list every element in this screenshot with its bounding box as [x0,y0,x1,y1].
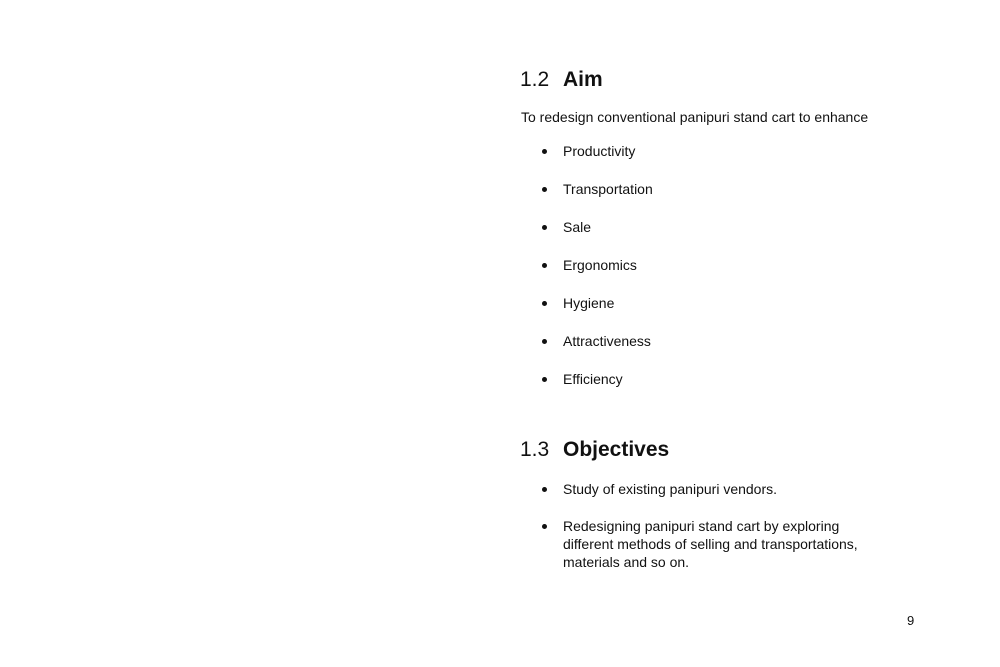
list-item: Sale [542,218,653,256]
aim-section-number: 1.2 [520,68,550,91]
objectives-heading [520,437,669,463]
aim-intro-text: To redesign conventional panipuri stand cart to enhance [521,109,869,125]
list-item: Productivity [542,142,653,180]
page-number: 9 [907,613,915,628]
aim-heading [520,67,603,93]
aim-list [542,142,653,408]
list-item: Ergonomics [542,256,653,294]
list-item: Study of existing panipuri vendors. [542,480,893,498]
list-item: Hygiene [542,294,653,332]
list-item: Efficiency [542,370,653,408]
aim-section-title: Aim [563,68,603,91]
objectives-section-number: 1.3 [520,438,550,461]
objectives-list [542,480,893,590]
list-item: Attractiveness [542,332,653,370]
objectives-section-title: Objectives [563,438,670,461]
list-item: Transportation [542,180,653,218]
list-item: Redesigning panipuri stand cart by exploring different methods of selling and transportations, materials and so on. [542,517,893,571]
